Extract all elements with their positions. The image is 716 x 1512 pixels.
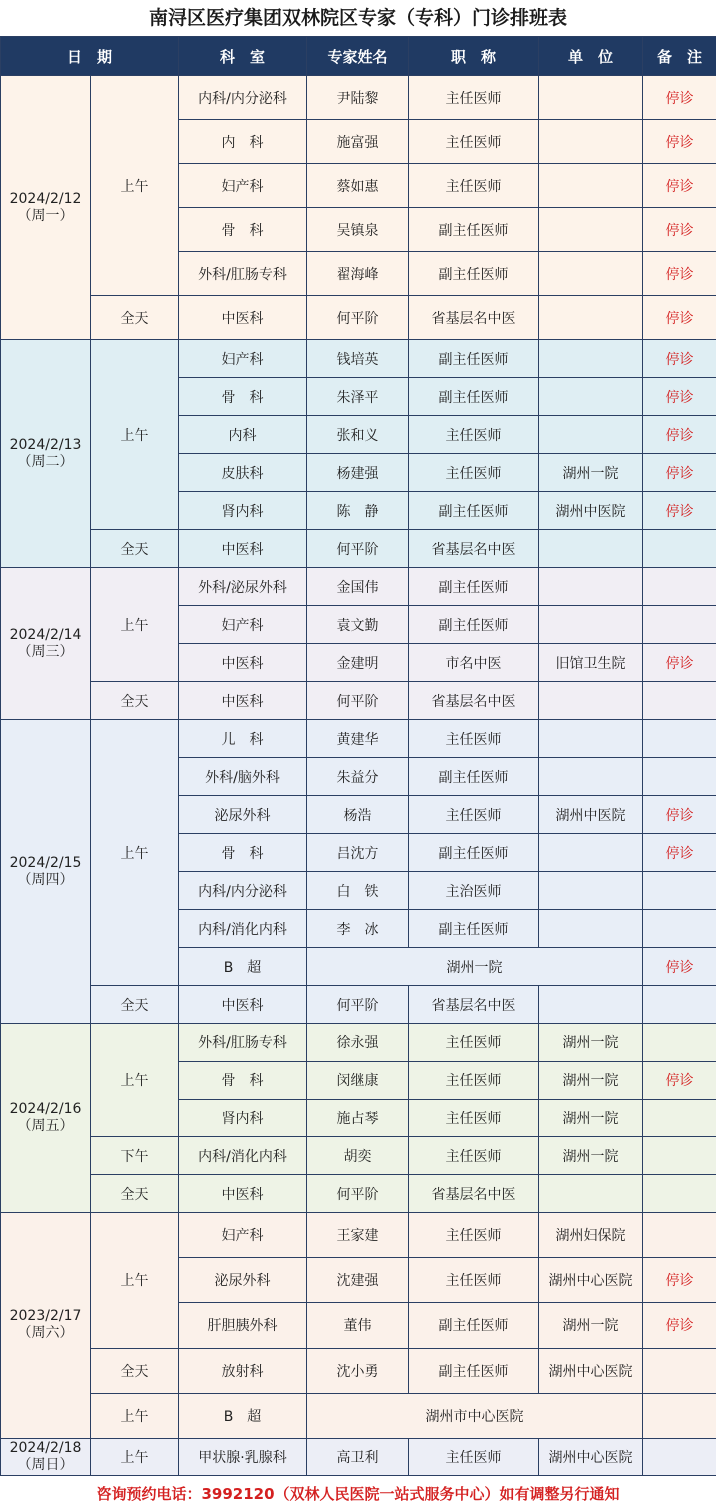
table-row (1, 530, 716, 568)
note-cell: 停诊 (643, 76, 716, 120)
title-cell: 副主任医师 (409, 758, 539, 796)
unit-cell (539, 252, 643, 296)
title-cell: 主任医师 (409, 720, 539, 758)
table-row (1, 1024, 716, 1062)
note-cell (643, 758, 716, 796)
note-cell: 停诊 (643, 1303, 716, 1348)
doctor-name-cell: 胡奕 (307, 1137, 409, 1175)
unit-cell (539, 296, 643, 340)
session-cell: 上午 (91, 1438, 179, 1475)
header-note: 备 注 (643, 37, 716, 76)
title-cell: 副主任医师 (409, 1348, 539, 1393)
dept-cell: 骨 科 (179, 1061, 307, 1099)
title-cell: 副主任医师 (409, 252, 539, 296)
weekday-text: （周六） (1, 1325, 90, 1342)
title-cell: 市名中医 (409, 644, 539, 682)
doctor-name-cell: 施富强 (307, 120, 409, 164)
doctor-name-cell: 何平阶 (307, 296, 409, 340)
unit-cell (539, 164, 643, 208)
doctor-name-cell: 张和义 (307, 416, 409, 454)
schedule-table (0, 36, 716, 1476)
unit-cell: 湖州中医院 (539, 796, 643, 834)
date-cell (1, 1212, 91, 1438)
unit-cell (539, 340, 643, 378)
weekday-text: （周日） (1, 1457, 90, 1474)
doctor-name-cell: 白 铁 (307, 872, 409, 910)
unit-cell (539, 720, 643, 758)
doctor-name-cell: 徐永强 (307, 1024, 409, 1062)
dept-cell: 内科 (179, 416, 307, 454)
note-cell: 停诊 (643, 340, 716, 378)
title-cell: 主治医师 (409, 872, 539, 910)
table-row (1, 1175, 716, 1213)
note-cell (643, 606, 716, 644)
unit-cell (539, 834, 643, 872)
table-row (1, 986, 716, 1024)
table-row (1, 1348, 716, 1393)
title-cell: 主任医师 (409, 120, 539, 164)
title-cell: 主任医师 (409, 1438, 539, 1475)
note-cell: 停诊 (643, 208, 716, 252)
session-cell: 全天 (91, 682, 179, 720)
dept-cell: 皮肤科 (179, 454, 307, 492)
date-text: 2024/2/15 (1, 855, 90, 872)
dept-cell: 妇产科 (179, 606, 307, 644)
doctor-name-cell: 陈 静 (307, 492, 409, 530)
unit-cell (539, 872, 643, 910)
note-cell (643, 720, 716, 758)
dept-cell: 肾内科 (179, 1099, 307, 1137)
note-cell: 停诊 (643, 454, 716, 492)
table-row (1, 1137, 716, 1175)
session-cell: 全天 (91, 986, 179, 1024)
unit-cell: 湖州一院 (539, 1024, 643, 1062)
header-dept: 科 室 (179, 37, 307, 76)
note-cell (643, 1438, 716, 1475)
doctor-name-cell: 袁文勤 (307, 606, 409, 644)
session-cell: 上午 (91, 1212, 179, 1348)
note-cell: 停诊 (643, 644, 716, 682)
session-cell: 下午 (91, 1137, 179, 1175)
title-cell: 主任医师 (409, 416, 539, 454)
header-date: 日 期 (1, 37, 179, 76)
doctor-name-cell: 施占琴 (307, 1099, 409, 1137)
title-cell: 省基层名中医 (409, 682, 539, 720)
header-unit: 单 位 (539, 37, 643, 76)
unit-cell (539, 910, 643, 948)
date-cell (1, 1024, 91, 1213)
note-cell: 停诊 (643, 834, 716, 872)
unit-cell: 湖州妇保院 (539, 1212, 643, 1257)
date-text: 2023/2/17 (1, 1308, 90, 1325)
unit-cell: 旧馆卫生院 (539, 644, 643, 682)
doctor-name-cell: 闵继康 (307, 1061, 409, 1099)
dept-cell: 中医科 (179, 1175, 307, 1213)
title-cell: 副主任医师 (409, 1303, 539, 1348)
dept-cell: 中医科 (179, 682, 307, 720)
dept-cell: 外科/肛肠专科 (179, 1024, 307, 1062)
note-cell (643, 568, 716, 606)
title-cell: 副主任医师 (409, 606, 539, 644)
note-cell: 停诊 (643, 1258, 716, 1303)
dept-cell: 妇产科 (179, 340, 307, 378)
schedule-body (1, 76, 716, 1476)
doctor-name-cell: 吕沈方 (307, 834, 409, 872)
table-row (1, 720, 716, 758)
dept-cell: 内科/消化内科 (179, 1137, 307, 1175)
header-title: 职 称 (409, 37, 539, 76)
dept-cell: 放射科 (179, 1348, 307, 1393)
dept-cell: 妇产科 (179, 164, 307, 208)
table-row (1, 682, 716, 720)
footer-notice: 咨询预约电话：3992120（双林人民医院一站式服务中心）如有调整另行通知 (0, 1476, 716, 1512)
weekday-text: （周二） (1, 454, 90, 471)
page-title: 南浔区医疗集团双林院区专家（专科）门诊排班表 (0, 0, 716, 36)
title-cell: 副主任医师 (409, 340, 539, 378)
doctor-name-cell: 董伟 (307, 1303, 409, 1348)
note-cell (643, 872, 716, 910)
date-cell (1, 568, 91, 720)
unit-cell: 湖州一院 (539, 1137, 643, 1175)
note-cell (643, 986, 716, 1024)
title-cell: 主任医师 (409, 1212, 539, 1257)
doctor-name-cell: 何平阶 (307, 530, 409, 568)
title-cell: 主任医师 (409, 1024, 539, 1062)
session-cell: 全天 (91, 1175, 179, 1213)
dept-cell: 骨 科 (179, 208, 307, 252)
title-cell: 省基层名中医 (409, 1175, 539, 1213)
note-cell (643, 1099, 716, 1137)
title-cell: 主任医师 (409, 164, 539, 208)
unit-cell (539, 378, 643, 416)
date-cell (1, 1438, 91, 1475)
session-cell: 上午 (91, 76, 179, 296)
session-cell: 上午 (91, 340, 179, 530)
note-cell (643, 1393, 716, 1438)
dept-cell: 甲状腺·乳腺科 (179, 1438, 307, 1475)
note-cell: 停诊 (643, 164, 716, 208)
dept-cell: 中医科 (179, 644, 307, 682)
dept-cell: 妇产科 (179, 1212, 307, 1257)
title-cell: 省基层名中医 (409, 986, 539, 1024)
note-cell (643, 1348, 716, 1393)
title-cell: 副主任医师 (409, 208, 539, 252)
note-cell: 停诊 (643, 378, 716, 416)
date-text: 2024/2/12 (1, 191, 90, 208)
note-cell (643, 1137, 716, 1175)
unit-cell: 湖州中心医院 (539, 1348, 643, 1393)
title-cell: 主任医师 (409, 1061, 539, 1099)
doctor-name-cell: 黄建华 (307, 720, 409, 758)
title-cell: 副主任医师 (409, 834, 539, 872)
unit-cell: 湖州一院 (539, 1099, 643, 1137)
doctor-name-cell: 何平阶 (307, 682, 409, 720)
session-cell: 全天 (91, 530, 179, 568)
unit-cell (539, 208, 643, 252)
doctor-name-cell: 王家建 (307, 1212, 409, 1257)
date-cell (1, 720, 91, 1024)
dept-cell: 骨 科 (179, 834, 307, 872)
unit-cell (539, 986, 643, 1024)
title-cell: 主任医师 (409, 76, 539, 120)
unit-cell (539, 416, 643, 454)
doctor-name-cell: 钱培英 (307, 340, 409, 378)
weekday-text: （周一） (1, 208, 90, 225)
unit-cell (539, 530, 643, 568)
table-row (1, 1393, 716, 1438)
date-text: 2024/2/16 (1, 1101, 90, 1118)
weekday-text: （周四） (1, 872, 90, 889)
note-cell: 停诊 (643, 948, 716, 986)
note-cell: 停诊 (643, 296, 716, 340)
unit-cell: 湖州一院 (539, 1303, 643, 1348)
unit-cell (539, 606, 643, 644)
dept-cell: 中医科 (179, 296, 307, 340)
unit-cell (539, 682, 643, 720)
doctor-name-cell: 杨浩 (307, 796, 409, 834)
unit-cell: 湖州中心医院 (539, 1438, 643, 1475)
merged-unit-cell: 湖州市中心医院 (307, 1393, 643, 1438)
dept-cell: 肾内科 (179, 492, 307, 530)
session-cell: 上午 (91, 1393, 179, 1438)
note-cell: 停诊 (643, 1061, 716, 1099)
dept-cell: 外科/脑外科 (179, 758, 307, 796)
dept-cell: 外科/肛肠专科 (179, 252, 307, 296)
doctor-name-cell: 尹陆黎 (307, 76, 409, 120)
title-cell: 副主任医师 (409, 378, 539, 416)
doctor-name-cell: 沈小勇 (307, 1348, 409, 1393)
dept-cell: B 超 (179, 948, 307, 986)
title-cell: 省基层名中医 (409, 530, 539, 568)
title-cell: 主任医师 (409, 454, 539, 492)
unit-cell: 湖州一院 (539, 1061, 643, 1099)
doctor-name-cell: 何平阶 (307, 1175, 409, 1213)
date-text: 2024/2/18 (1, 1440, 90, 1457)
dept-cell: 中医科 (179, 530, 307, 568)
note-cell (643, 1024, 716, 1062)
doctor-name-cell: 高卫利 (307, 1438, 409, 1475)
title-cell: 副主任医师 (409, 492, 539, 530)
dept-cell: 肝胆胰外科 (179, 1303, 307, 1348)
doctor-name-cell: 金建明 (307, 644, 409, 682)
doctor-name-cell: 吴镇泉 (307, 208, 409, 252)
table-row (1, 1212, 716, 1257)
dept-cell: 中医科 (179, 986, 307, 1024)
dept-cell: 泌尿外科 (179, 1258, 307, 1303)
weekday-text: （周五） (1, 1118, 90, 1135)
unit-cell: 湖州中医院 (539, 492, 643, 530)
note-cell: 停诊 (643, 796, 716, 834)
header-row (1, 37, 716, 76)
dept-cell: 骨 科 (179, 378, 307, 416)
date-text: 2024/2/14 (1, 627, 90, 644)
title-cell: 省基层名中医 (409, 296, 539, 340)
session-cell: 全天 (91, 296, 179, 340)
title-cell: 主任医师 (409, 1258, 539, 1303)
doctor-name-cell: 朱泽平 (307, 378, 409, 416)
header-name: 专家姓名 (307, 37, 409, 76)
table-row (1, 76, 716, 120)
note-cell (643, 530, 716, 568)
table-row (1, 296, 716, 340)
note-cell: 停诊 (643, 416, 716, 454)
note-cell: 停诊 (643, 120, 716, 164)
unit-cell: 湖州一院 (539, 454, 643, 492)
unit-cell (539, 120, 643, 164)
unit-cell (539, 1175, 643, 1213)
merged-unit-cell: 湖州一院 (307, 948, 643, 986)
doctor-name-cell: 蔡如惠 (307, 164, 409, 208)
doctor-name-cell: 沈建强 (307, 1258, 409, 1303)
doctor-name-cell: 朱益分 (307, 758, 409, 796)
doctor-name-cell: 杨建强 (307, 454, 409, 492)
dept-cell: 内 科 (179, 120, 307, 164)
note-cell (643, 1175, 716, 1213)
note-cell (643, 910, 716, 948)
note-cell: 停诊 (643, 492, 716, 530)
dept-cell: 内科/内分泌科 (179, 872, 307, 910)
unit-cell (539, 76, 643, 120)
note-cell (643, 1212, 716, 1257)
title-cell: 副主任医师 (409, 568, 539, 606)
table-row (1, 1438, 716, 1475)
session-cell: 上午 (91, 568, 179, 682)
note-cell: 停诊 (643, 252, 716, 296)
dept-cell: 儿 科 (179, 720, 307, 758)
session-cell: 上午 (91, 1024, 179, 1137)
dept-cell: 内科/内分泌科 (179, 76, 307, 120)
title-cell: 副主任医师 (409, 910, 539, 948)
title-cell: 主任医师 (409, 1099, 539, 1137)
session-cell: 全天 (91, 1348, 179, 1393)
date-cell (1, 340, 91, 568)
dept-cell: 外科/泌尿外科 (179, 568, 307, 606)
session-cell: 上午 (91, 720, 179, 986)
title-cell: 主任医师 (409, 796, 539, 834)
dept-cell: 泌尿外科 (179, 796, 307, 834)
dept-cell: B 超 (179, 1393, 307, 1438)
doctor-name-cell: 何平阶 (307, 986, 409, 1024)
unit-cell (539, 758, 643, 796)
doctor-name-cell: 金国伟 (307, 568, 409, 606)
note-cell (643, 682, 716, 720)
date-text: 2024/2/13 (1, 437, 90, 454)
title-cell: 主任医师 (409, 1137, 539, 1175)
unit-cell: 湖州中心医院 (539, 1258, 643, 1303)
doctor-name-cell: 翟海峰 (307, 252, 409, 296)
table-row (1, 340, 716, 378)
weekday-text: （周三） (1, 644, 90, 661)
date-cell (1, 76, 91, 340)
unit-cell (539, 568, 643, 606)
dept-cell: 内科/消化内科 (179, 910, 307, 948)
table-row (1, 568, 716, 606)
doctor-name-cell: 李 冰 (307, 910, 409, 948)
